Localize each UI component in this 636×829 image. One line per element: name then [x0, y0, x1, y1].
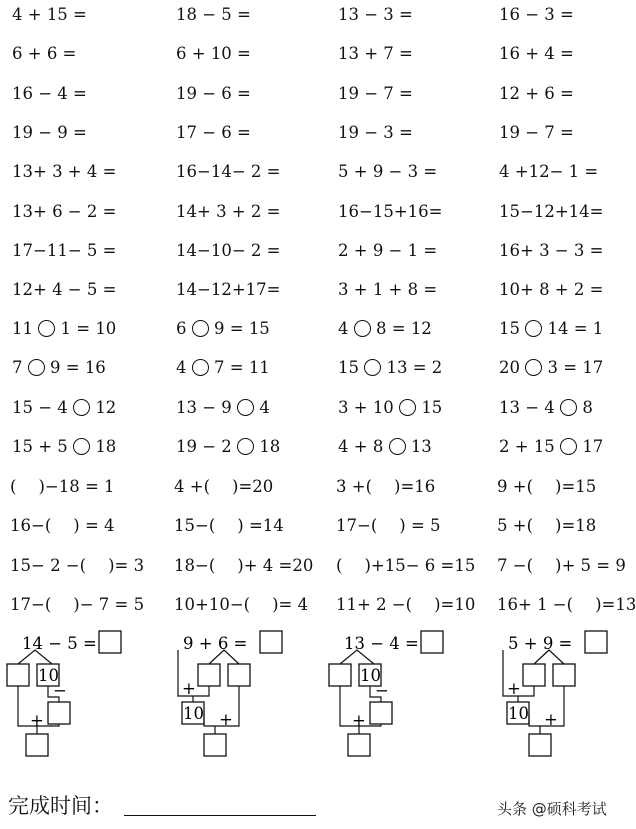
right-operand: 9 = 16	[50, 358, 106, 378]
paren-equation	[497, 516, 596, 536]
tree-expression: 14 − 5 =	[22, 634, 97, 653]
paren-left: 16+ 1 −(	[497, 594, 574, 614]
equation: 3 + 1 + 8 =	[338, 280, 438, 300]
paren-equation	[336, 556, 475, 576]
completion-time-label: 完成时间：	[8, 794, 113, 818]
paren-left: 10+10−(	[174, 594, 251, 614]
left-operand: 13 − 4	[499, 397, 555, 417]
operator-sign: +	[352, 711, 366, 730]
completion-time-blank[interactable]	[124, 815, 316, 816]
operator-sign: +	[544, 710, 558, 729]
left-operand: 19 − 2	[176, 436, 232, 456]
paren-left: 7 −(	[497, 555, 534, 575]
paren-left: 17−(	[336, 516, 378, 536]
right-operand: 18	[259, 436, 281, 456]
paren-left: 5 +(	[497, 516, 534, 536]
paren-equation	[174, 516, 284, 536]
result-box[interactable]	[348, 734, 370, 756]
split-box[interactable]	[228, 664, 250, 686]
right-operand: 12	[95, 397, 117, 417]
equation: 16 − 3 =	[499, 5, 574, 24]
answer-circle[interactable]	[28, 359, 45, 376]
answer-circle[interactable]	[73, 399, 90, 416]
paren-right: ) =14	[237, 516, 284, 536]
right-operand: 18	[95, 436, 117, 456]
paren-equation	[10, 516, 115, 536]
answer-circle[interactable]	[389, 438, 406, 455]
left-operand: 15 − 4	[12, 397, 68, 417]
paren-left: 18−(	[174, 555, 216, 575]
equation: 19 − 3 =	[338, 122, 413, 142]
paren-equation	[336, 595, 475, 615]
circle-equation	[176, 319, 270, 339]
answer-circle[interactable]	[399, 399, 416, 416]
equation: 10+ 8 + 2 =	[499, 280, 604, 300]
answer-circle[interactable]	[38, 320, 55, 337]
right-operand: 17	[582, 436, 604, 456]
paren-equation	[10, 477, 115, 497]
operator-sign: +	[30, 711, 44, 730]
left-operand: 6	[176, 319, 187, 338]
answer-circle[interactable]	[354, 320, 371, 337]
equation: 13 + 7 =	[338, 44, 413, 64]
equation: 5 + 9 − 3 =	[338, 162, 438, 182]
answer-box[interactable]	[421, 631, 443, 653]
circle-equation	[499, 319, 603, 339]
equation: 17 − 6 =	[176, 122, 251, 142]
circle-equation	[176, 358, 270, 378]
paren-right: )= 4	[272, 594, 309, 614]
operator-sign: +	[507, 679, 521, 698]
circle-equation	[176, 398, 270, 418]
answer-circle[interactable]	[192, 359, 209, 376]
split-box[interactable]	[523, 664, 545, 686]
difference-box[interactable]	[370, 702, 392, 724]
watermark: 头条 @硕科考试	[497, 800, 607, 818]
equation: 19 − 7 =	[338, 83, 413, 103]
answer-circle[interactable]	[237, 438, 254, 455]
right-operand: 15	[421, 397, 443, 417]
answer-box[interactable]	[260, 631, 282, 653]
equation: 13 − 3 =	[338, 5, 413, 24]
right-operand: 8 = 12	[376, 319, 432, 338]
paren-right: )− 7 = 5	[73, 594, 145, 614]
left-operand: 15	[338, 358, 359, 378]
paren-equation	[336, 477, 435, 497]
paren-left: (	[10, 477, 17, 496]
ten-label: 10	[360, 666, 381, 685]
operator-sign: −	[375, 681, 389, 700]
left-operand: 4 + 8	[338, 436, 384, 456]
equation: 4 +12− 1 =	[499, 162, 599, 182]
paren-equation	[174, 556, 313, 576]
paren-right: )=10	[434, 594, 476, 614]
paren-left: 15− 2 −(	[10, 555, 87, 575]
result-box[interactable]	[26, 734, 48, 756]
equation: 19 − 6 =	[176, 83, 251, 103]
equation: 2 + 9 − 1 =	[338, 240, 438, 260]
equation: 14−12+17=	[176, 280, 281, 300]
circle-equation	[338, 319, 432, 339]
paren-right: )=16	[394, 477, 436, 496]
ten-label: 10	[508, 704, 529, 723]
paren-equation	[497, 595, 636, 615]
operator-sign: −	[53, 681, 67, 700]
left-operand: 2 + 15	[499, 436, 555, 456]
paren-equation	[174, 595, 308, 615]
paren-left: 16−(	[10, 516, 52, 536]
circle-equation	[499, 437, 603, 457]
result-box[interactable]	[204, 734, 226, 756]
paren-right: ) = 5	[399, 516, 441, 536]
circle-equation	[499, 358, 603, 378]
paren-right: )=20	[232, 477, 274, 496]
left-operand: 3 + 10	[338, 397, 394, 417]
left-operand: 4	[176, 358, 187, 378]
left-operand: 7	[12, 358, 23, 378]
left-operand: 20	[499, 358, 520, 378]
right-operand: 13	[410, 436, 432, 456]
paren-right: )+ 5 = 9	[555, 555, 626, 575]
right-operand: 7 = 11	[214, 358, 270, 378]
split-box[interactable]	[7, 664, 29, 686]
decomposition-tree	[167, 626, 292, 762]
tree-expression: 5 + 9 =	[508, 634, 573, 653]
left-operand: 15	[499, 319, 520, 338]
equation: 13+ 3 + 4 =	[12, 162, 117, 182]
paren-equation	[497, 556, 626, 576]
operator-sign: +	[182, 679, 196, 698]
right-operand: 4	[259, 397, 270, 417]
right-operand: 13 = 2	[386, 358, 443, 378]
circle-equation	[12, 437, 116, 457]
paren-right: )= 3	[108, 555, 145, 575]
paren-left: 9 +(	[497, 477, 534, 496]
equation: 16−14− 2 =	[176, 162, 281, 182]
paren-right: )=15	[555, 477, 597, 496]
right-operand: 8	[582, 397, 593, 417]
answer-circle[interactable]	[73, 438, 90, 455]
ten-label: 10	[38, 666, 59, 685]
answer-box[interactable]	[99, 631, 121, 653]
circle-equation	[499, 398, 593, 418]
left-operand: 15 + 5	[12, 436, 68, 456]
ten-label: 10	[183, 704, 204, 723]
left-operand: 11	[12, 319, 33, 338]
equation: 6 + 6 =	[12, 44, 77, 64]
equation: 16 − 4 =	[12, 83, 87, 103]
equation: 18 − 5 =	[176, 5, 251, 24]
answer-circle[interactable]	[525, 320, 542, 337]
decomposition-tree	[492, 626, 617, 762]
circle-equation	[12, 398, 116, 418]
paren-equation	[10, 595, 144, 615]
equation: 14−10− 2 =	[176, 240, 281, 260]
decomposition-tree	[6, 626, 131, 762]
paren-right: )=13	[595, 594, 636, 614]
paren-equation	[174, 477, 273, 497]
split-box[interactable]	[329, 664, 351, 686]
circle-equation	[12, 319, 116, 339]
paren-equation	[10, 556, 144, 576]
equation: 16+ 3 − 3 =	[499, 240, 604, 260]
paren-right: ) = 4	[73, 516, 115, 536]
right-operand: 9 = 15	[214, 319, 270, 338]
split-box[interactable]	[198, 664, 220, 686]
paren-equation	[497, 477, 596, 497]
equation: 14+ 3 + 2 =	[176, 201, 281, 221]
result-box[interactable]	[529, 734, 551, 756]
paren-right: )+ 4 =20	[237, 555, 314, 575]
answer-box[interactable]	[585, 631, 607, 653]
left-operand: 13 − 9	[176, 397, 232, 417]
equation: 6 + 10 =	[176, 44, 251, 64]
paren-right: )−18 = 1	[38, 477, 115, 496]
equation: 16 + 4 =	[499, 44, 574, 64]
paren-left: 4 +(	[174, 477, 211, 496]
circle-equation	[338, 398, 442, 418]
answer-circle[interactable]	[237, 399, 254, 416]
answer-circle[interactable]	[192, 320, 209, 337]
right-operand: 3 = 17	[547, 358, 604, 378]
paren-right: )+15− 6 =15	[364, 555, 476, 575]
circle-equation	[338, 358, 442, 378]
decomposition-tree	[328, 626, 453, 762]
equation: 13+ 6 − 2 =	[12, 201, 117, 221]
circle-equation	[12, 358, 106, 378]
equation: 12+ 4 − 5 =	[12, 280, 117, 300]
paren-left: 3 +(	[336, 477, 373, 496]
paren-left: (	[336, 555, 343, 575]
left-operand: 4	[338, 319, 349, 338]
operator-sign: +	[219, 710, 233, 729]
answer-circle[interactable]	[364, 359, 381, 376]
answer-circle[interactable]	[560, 438, 577, 455]
paren-left: 11+ 2 −(	[336, 594, 413, 614]
equation: 16−15+16=	[338, 201, 443, 221]
equation: 19 − 9 =	[12, 122, 87, 142]
equation: 19 − 7 =	[499, 122, 574, 142]
answer-circle[interactable]	[560, 399, 577, 416]
paren-left: 17−(	[10, 594, 52, 614]
tree-expression: 9 + 6 =	[183, 634, 248, 653]
paren-left: 15−(	[174, 516, 216, 536]
equation: 4 + 15 =	[12, 5, 87, 24]
equation: 17−11− 5 =	[12, 240, 117, 260]
tree-expression: 13 − 4 =	[344, 634, 419, 653]
difference-box[interactable]	[48, 702, 70, 724]
answer-circle[interactable]	[525, 359, 542, 376]
circle-equation	[338, 437, 432, 457]
circle-equation	[176, 437, 280, 457]
equation: 15−12+14=	[499, 201, 604, 221]
right-operand: 1 = 10	[60, 319, 117, 338]
paren-right: )=18	[555, 516, 597, 536]
right-operand: 14 = 1	[547, 319, 604, 338]
equation: 12 + 6 =	[499, 83, 574, 103]
split-box[interactable]	[553, 664, 575, 686]
paren-equation	[336, 516, 441, 536]
